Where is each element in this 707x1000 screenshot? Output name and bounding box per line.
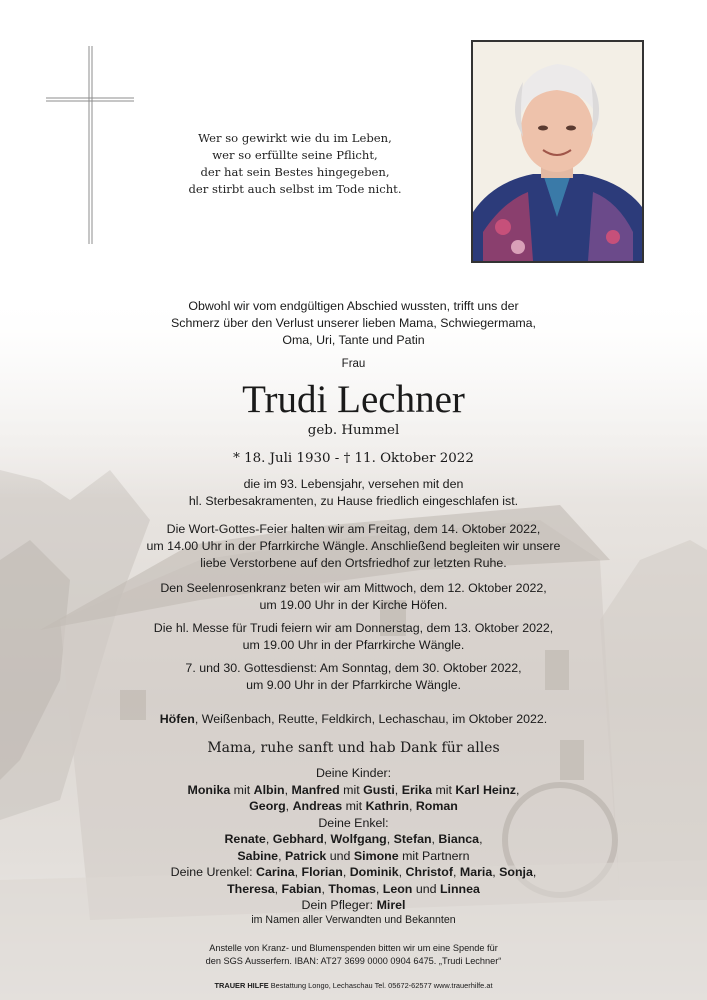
quote-line: Wer so gewirkt wie du im Leben, — [198, 131, 392, 145]
donation-line: den SGS Ausserfern. IBAN: AT27 3699 0000 0904 6475. „Trudi Lechner“ — [205, 956, 502, 966]
children-line: Monika mit Albin, Manfred mit Gusti, Erika mit Karl Heinz, — [187, 782, 520, 797]
donation-line: Anstelle von Kranz- und Blumenspenden bitten wir um eine Spende für — [209, 943, 498, 953]
intro-line: Obwohl wir vom endgültigen Abschied wussten, trifft uns der — [188, 299, 519, 313]
intro-line: Schmerz über den Verlust unserer lieben Mama, Schwiegermama, — [170, 316, 536, 330]
service-line: um 19.00 Uhr in der Kirche Höfen. — [259, 598, 448, 612]
children-line: Georg, Andreas mit Kathrin, Roman — [249, 799, 458, 813]
caregiver-line: Dein Pfleger: Mirel — [301, 898, 406, 912]
service-line: Die Wort-Gottes-Feier halten wir am Freitag, dem 14. Oktober 2022, — [166, 522, 541, 536]
family-list — [0, 765, 707, 927]
footer-text: Bestattung Longo, Lechaschau Tel. 05672-62577 www.trauerhilfe.at — [268, 981, 493, 990]
service-line: um 9.00 Uhr in der Pfarrkirche Wängle. — [246, 678, 461, 692]
salutation: Frau — [341, 358, 366, 370]
service-line: Die hl. Messe für Trudi feiern wir am Donnerstag, dem 13. Oktober 2022, — [153, 621, 554, 635]
service-memorial — [0, 660, 707, 694]
cross-icon — [46, 46, 136, 246]
great-grandchildren-line: Deine Urenkel: Carina, Florian, Dominik, Christof, Maria, Sonja, — [170, 865, 537, 879]
quote-line: der hat sein Bestes hingegeben, — [200, 165, 390, 179]
children-label: Deine Kinder: — [315, 766, 392, 780]
footer-brand: TRAUER HILFE — [214, 981, 269, 990]
deceased-name: Trudi Lechner — [242, 378, 465, 421]
service-line: 7. und 30. Gottesdienst: Am Sonntag, dem 30. Oktober 2022, — [185, 661, 522, 675]
footer — [0, 981, 707, 991]
service-mass — [0, 620, 707, 654]
places-line — [0, 711, 707, 728]
service-funeral — [0, 521, 707, 572]
life-dates: * 18. Juli 1930 - † 11. Oktober 2022 — [233, 451, 474, 466]
intro-line: Oma, Uri, Tante und Patin — [282, 333, 425, 347]
quote-line: der stirbt auch selbst im Tode nicht. — [188, 182, 402, 196]
great-grandchildren-line: Theresa, Fabian, Thomas, Leon und Linnea — [227, 881, 480, 896]
donation-note — [0, 942, 707, 968]
grandchildren-label: Deine Enkel: — [318, 815, 389, 830]
grandchildren-line: Renate, Gebhard, Wolfgang, Stefan, Bianca, — [224, 832, 483, 846]
death-line: hl. Sterbesakramenten, zu Hause friedlich eingeschlafen ist. — [188, 494, 519, 508]
portrait-photo — [471, 40, 644, 263]
service-line: liebe Verstorbene auf den Ortsfriedhof zur letzten Ruhe. — [200, 556, 507, 570]
service-line: Den Seelenrosenkranz beten wir am Mittwoch, dem 12. Oktober 2022, — [160, 581, 547, 595]
closing-line: im Namen aller Verwandten und Bekannten — [251, 913, 456, 926]
place-bold: Höfen — [159, 712, 195, 726]
grandchildren-line: Sabine, Patrick und Simone mit Partnern — [237, 848, 470, 863]
quote-line: wer so erfüllte seine Pflicht, — [212, 148, 378, 162]
portrait-illustration — [473, 42, 642, 261]
service-line: um 14.00 Uhr in der Pfarrkirche Wängle. Anschließend begleiten wir unsere — [146, 539, 561, 553]
quote — [170, 130, 420, 198]
intro-text — [0, 298, 707, 349]
places-rest: , Weißenbach, Reutte, Feldkirch, Lechaschau, im Oktober 2022. — [194, 712, 548, 726]
death-line: die im 93. Lebensjahr, versehen mit den — [243, 477, 464, 491]
service-line: um 19.00 Uhr in der Pfarrkirche Wängle. — [242, 638, 465, 652]
death-text — [0, 476, 707, 510]
service-rosary — [0, 580, 707, 614]
maiden-name: geb. Hummel — [307, 423, 400, 438]
farewell: Mama, ruhe sanft und hab Dank für alles — [207, 740, 500, 756]
